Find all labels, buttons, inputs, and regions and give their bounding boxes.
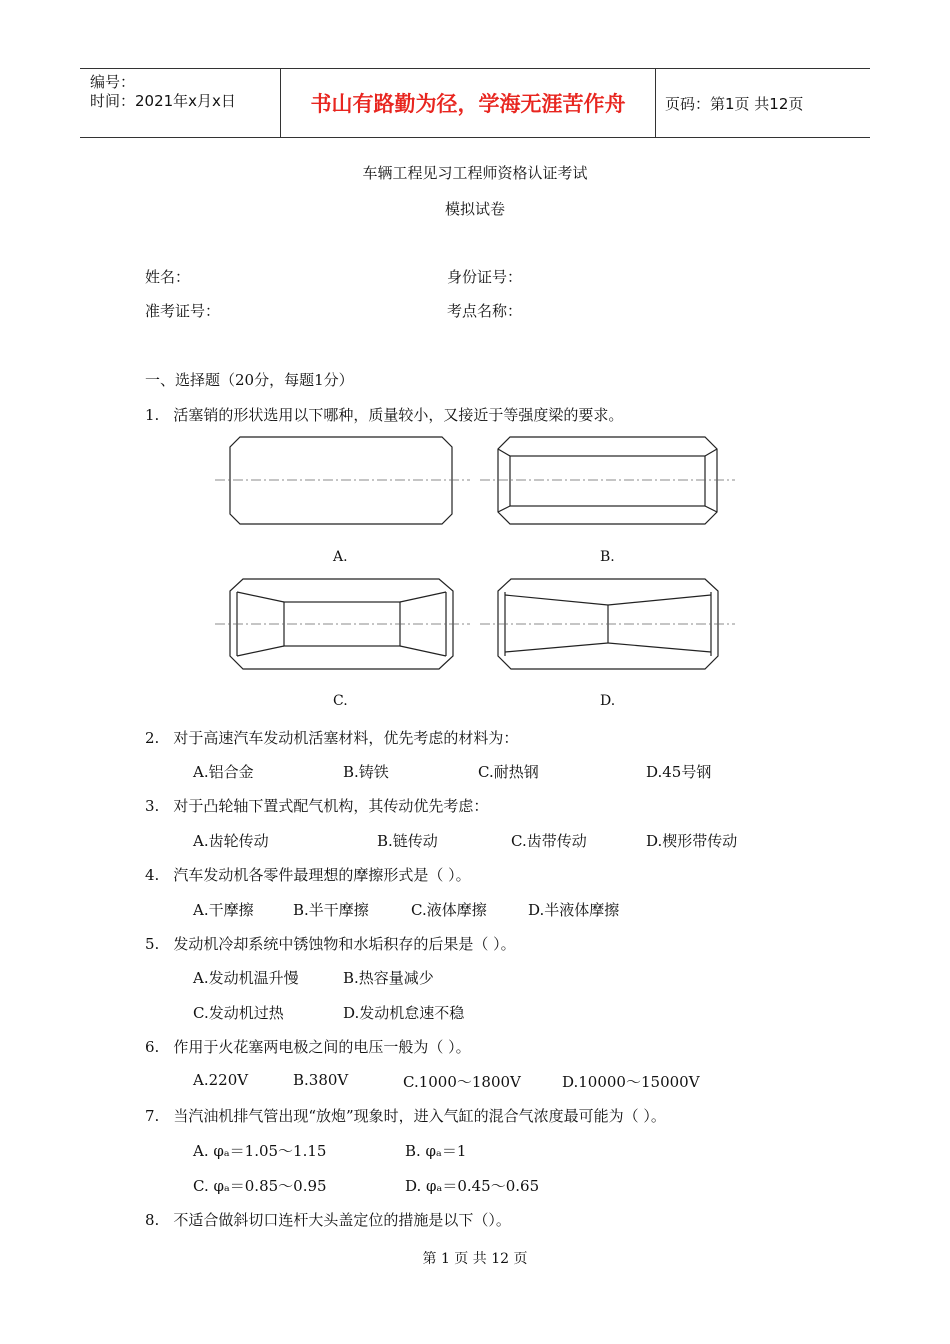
document-title: 车辆工程见习工程师资格认证考试 [362,164,588,182]
option-a: A. φₐ＝1.05～1.15 [193,1142,327,1160]
option-b: B.热容量减少 [343,969,434,987]
question-number: 6. [145,1038,160,1056]
option-d: D. φₐ＝0.45～0.65 [405,1177,540,1195]
question-8 [145,1209,511,1230]
question-number: 2. [145,729,160,747]
option-d: D.楔形带传动 [646,832,738,850]
field-site-name-label: 考点名称： [447,302,523,320]
question-number: 5. [145,935,160,953]
question-number: 7. [145,1107,160,1125]
question-number: 8. [145,1211,160,1229]
option-b: B.380V [293,1071,349,1089]
piston-pin-figure [210,430,750,680]
option-b: B. φₐ＝1 [405,1142,467,1160]
header-motto: 书山有路勤为径，学海无涯苦作舟 [280,69,656,137]
figure-label-b: B. [600,549,615,565]
question-number: 1. [145,406,160,424]
option-d: D.45号钢 [646,763,712,781]
option-a: A.干摩擦 [193,901,254,919]
question-2 [145,727,518,748]
question-text: 发动机冷却系统中锈蚀物和水垢积存的后果是（ ）。 [173,935,516,953]
option-a: A.铝合金 [193,763,254,781]
field-exam-number-label: 准考证号： [145,302,221,320]
option-d: D.发动机怠速不稳 [343,1004,465,1022]
option-b: B.铸铁 [343,763,389,781]
option-c: C.液体摩擦 [411,901,487,919]
option-d: D.半液体摩擦 [528,901,620,919]
question-number: 3. [145,797,160,815]
option-d: D.10000～15000V [562,1073,700,1091]
option-b: B.半干摩擦 [293,901,369,919]
question-1 [145,404,623,425]
header-page-info: 页码：第1页 共12页 [665,94,804,113]
option-b: B.链传动 [377,832,438,850]
option-c: C. φₐ＝0.85～0.95 [193,1177,327,1195]
section-heading: 一、选择题（20分，每题1分） [145,371,354,389]
option-c: C.齿带传动 [511,832,587,850]
question-7 [145,1105,666,1126]
option-c: C.1000～1800V [403,1073,521,1091]
question-text: 对于凸轮轴下置式配气机构，其传动优先考虑： [173,797,489,815]
question-text: 作用于火花塞两电极之间的电压一般为（ ）。 [173,1038,471,1056]
option-a: A.发动机温升慢 [193,969,299,987]
option-a: A.220V [193,1071,249,1089]
header-number-label: 编号： [90,73,136,91]
question-6 [145,1036,471,1057]
option-c: C.耐热钢 [478,763,539,781]
question-number: 4. [145,866,160,884]
figure-label-d: D. [600,693,616,709]
option-c: C.发动机过热 [193,1004,284,1022]
question-text: 当汽油机排气管出现“放炮”现象时，进入气缸的混合气浓度最可能为（ ）。 [173,1107,666,1125]
question-3 [145,795,488,816]
piston-pin-shape-d [480,579,735,669]
question-text: 汽车发动机各零件最理想的摩擦形式是（ ）。 [173,866,471,884]
header-time-label: 时间：2021年x月x日 [90,92,236,110]
question-4 [145,864,471,885]
field-id-number-label: 身份证号： [447,268,523,286]
piston-pin-shape-a [215,437,470,524]
document-subtitle: 模拟试卷 [444,200,505,218]
figure-label-a: A. [333,549,348,565]
field-name-label: 姓名： [145,268,191,286]
page-footer: 第 1 页 共 12 页 [422,1251,528,1267]
question-text: 活塞销的形状选用以下哪种，质量较小，又接近于等强度梁的要求。 [173,406,624,424]
question-text: 不适合做斜切口连杆大头盖定位的措施是以下（）。 [173,1211,511,1229]
piston-pin-shape-b [480,437,735,524]
option-a: A.齿轮传动 [193,832,269,850]
figure-label-c: C. [333,693,348,709]
page-header [80,68,870,138]
question-text: 对于高速汽车发动机活塞材料，优先考虑的材料为： [173,729,519,747]
piston-pin-shape-c [215,579,470,669]
header-meta [90,73,280,111]
question-5 [145,933,516,954]
